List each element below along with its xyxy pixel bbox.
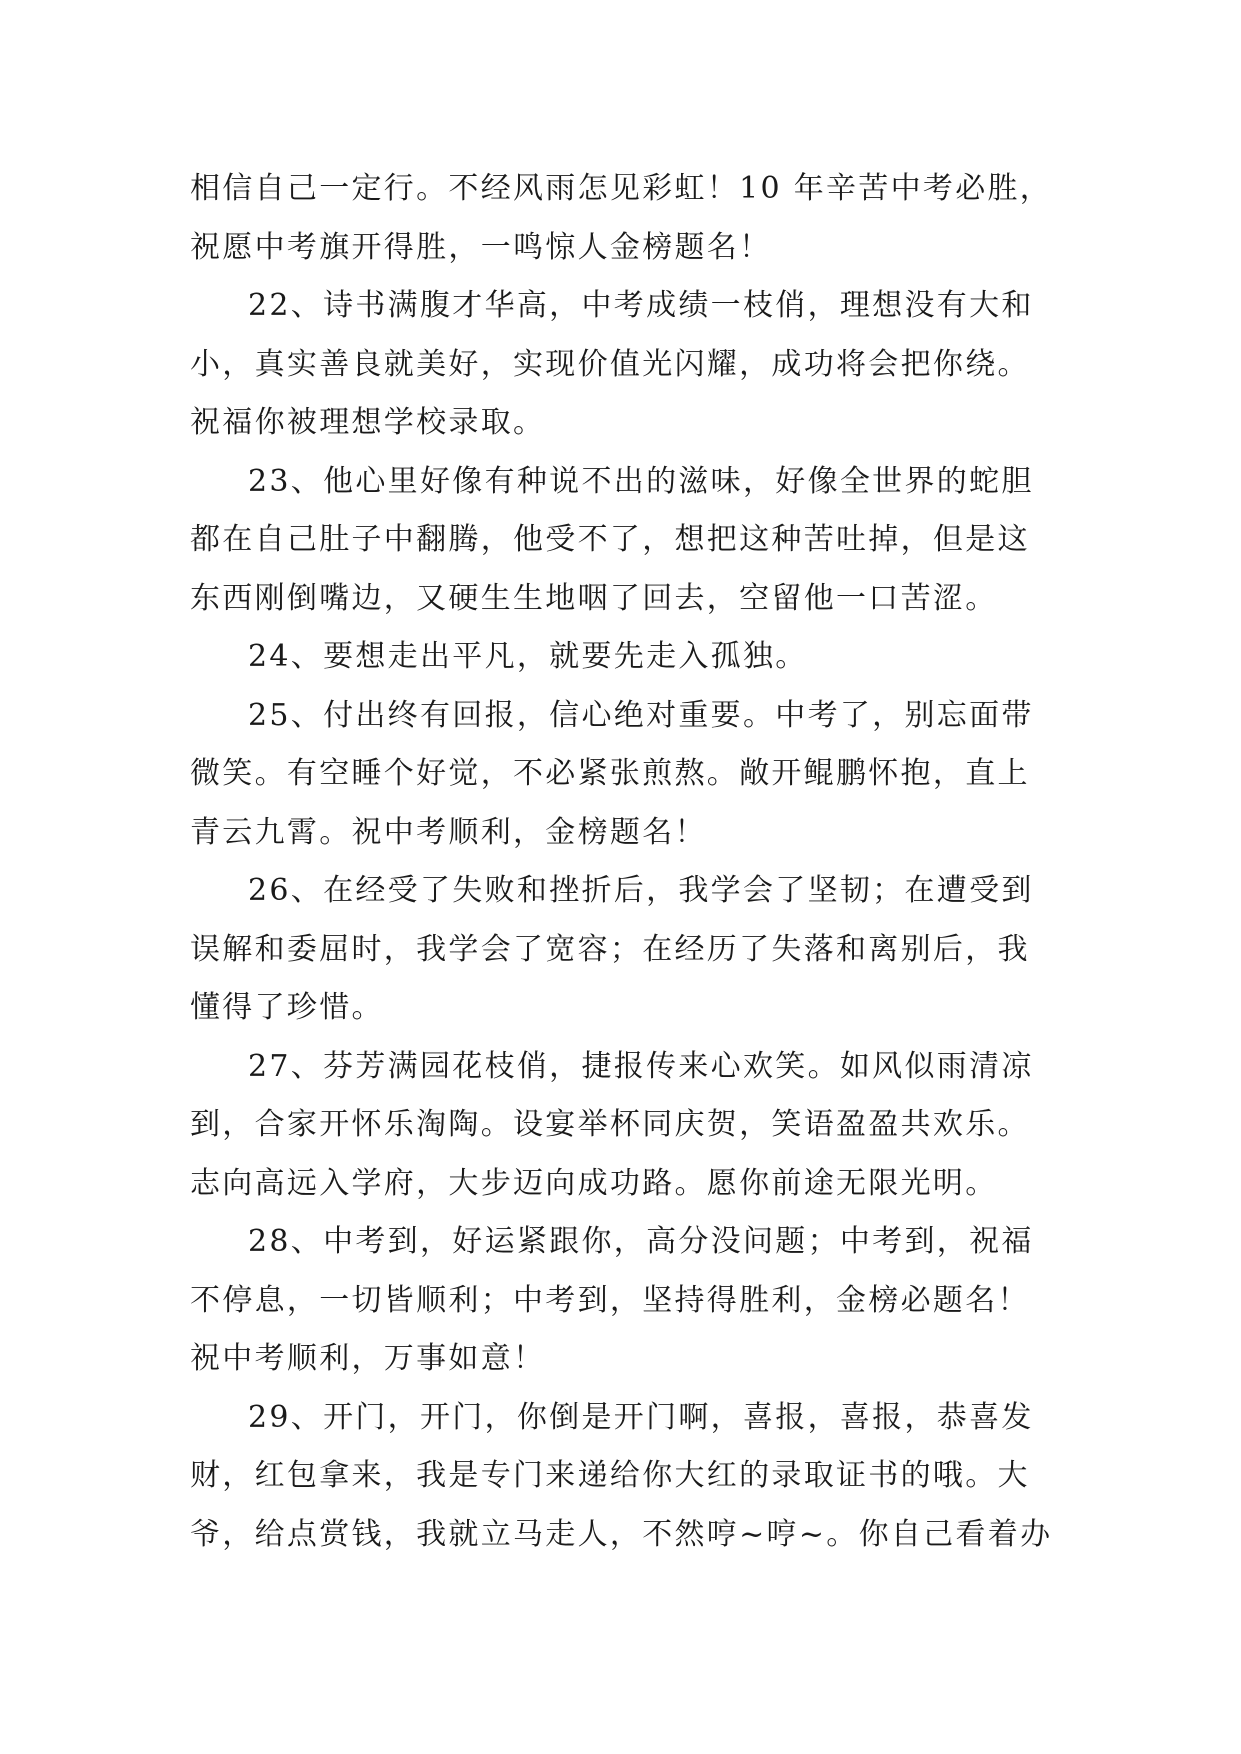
text-line: 相信自己一定行。不经风雨怎见彩虹！10 年辛苦中考必胜， bbox=[190, 171, 1053, 206]
text-line: 懂得了珍惜。 bbox=[190, 990, 384, 1025]
text-line: 26、在经受了失败和挫折后，我学会了坚韧；在遭受到 bbox=[248, 873, 1034, 908]
document-text-body bbox=[190, 160, 1060, 1564]
text-line: 微笑。有空睡个好觉，不必紧张煎熬。敞开鲲鹏怀抱，直上 bbox=[190, 756, 1030, 791]
text-line: 东西刚倒嘴边，又硬生生地咽了回去，空留他一口苦涩。 bbox=[190, 580, 998, 616]
text-line: 财，红包拿来，我是专门来递给你大红的录取证书的哦。大 bbox=[190, 1458, 1030, 1493]
text-line: 误解和委屈时，我学会了宽容；在经历了失落和离别后，我 bbox=[190, 931, 1030, 967]
text-line: 祝愿中考旗开得胜，一鸣惊人金榜题名！ bbox=[190, 229, 772, 265]
text-line: 22、诗书满腹才华高，中考成绩一枝俏，理想没有大和 bbox=[248, 288, 1034, 323]
text-line: 不停息，一切皆顺利；中考到，坚持得胜利，金榜必题名！ bbox=[190, 1282, 1030, 1318]
text-line: 24、要想走出平凡，就要先走入孤独。 bbox=[248, 639, 808, 674]
text-line: 小，真实善良就美好，实现价值光闪耀，成功将会把你绕。 bbox=[190, 346, 1030, 382]
text-line: 志向高远入学府，大步迈向成功路。愿你前途无限光明。 bbox=[190, 1165, 998, 1201]
text-line: 29、开门，开门，你倒是开门啊，喜报，喜报，恭喜发 bbox=[248, 1399, 1034, 1435]
text-line: 25、付出终有回报，信心绝对重要。中考了，别忘面带 bbox=[248, 697, 1034, 733]
text-line: 23、他心里好像有种说不出的滋味，好像全世界的蛇胆 bbox=[248, 463, 1034, 499]
text-line: 青云九霄。祝中考顺利，金榜题名！ bbox=[190, 814, 707, 850]
text-line: 祝中考顺利，万事如意！ bbox=[190, 1341, 546, 1376]
text-line: 祝福你被理想学校录取。 bbox=[190, 405, 546, 440]
text-line: 27、芬芳满园花枝俏，捷报传来心欢笑。如风似雨清凉 bbox=[248, 1048, 1034, 1084]
text-line: 爷，给点赏钱，我就立马走人，不然哼~哼~。你自己看着办 bbox=[190, 1516, 1053, 1552]
text-line: 到，合家开怀乐淘陶。设宴举杯同庆贺，笑语盈盈共欢乐。 bbox=[190, 1107, 1030, 1142]
text-line: 都在自己肚子中翻腾，他受不了，想把这种苦吐掉，但是这 bbox=[190, 522, 1030, 557]
text-line: 28、中考到，好运紧跟你，高分没问题；中考到，祝福 bbox=[248, 1224, 1034, 1259]
